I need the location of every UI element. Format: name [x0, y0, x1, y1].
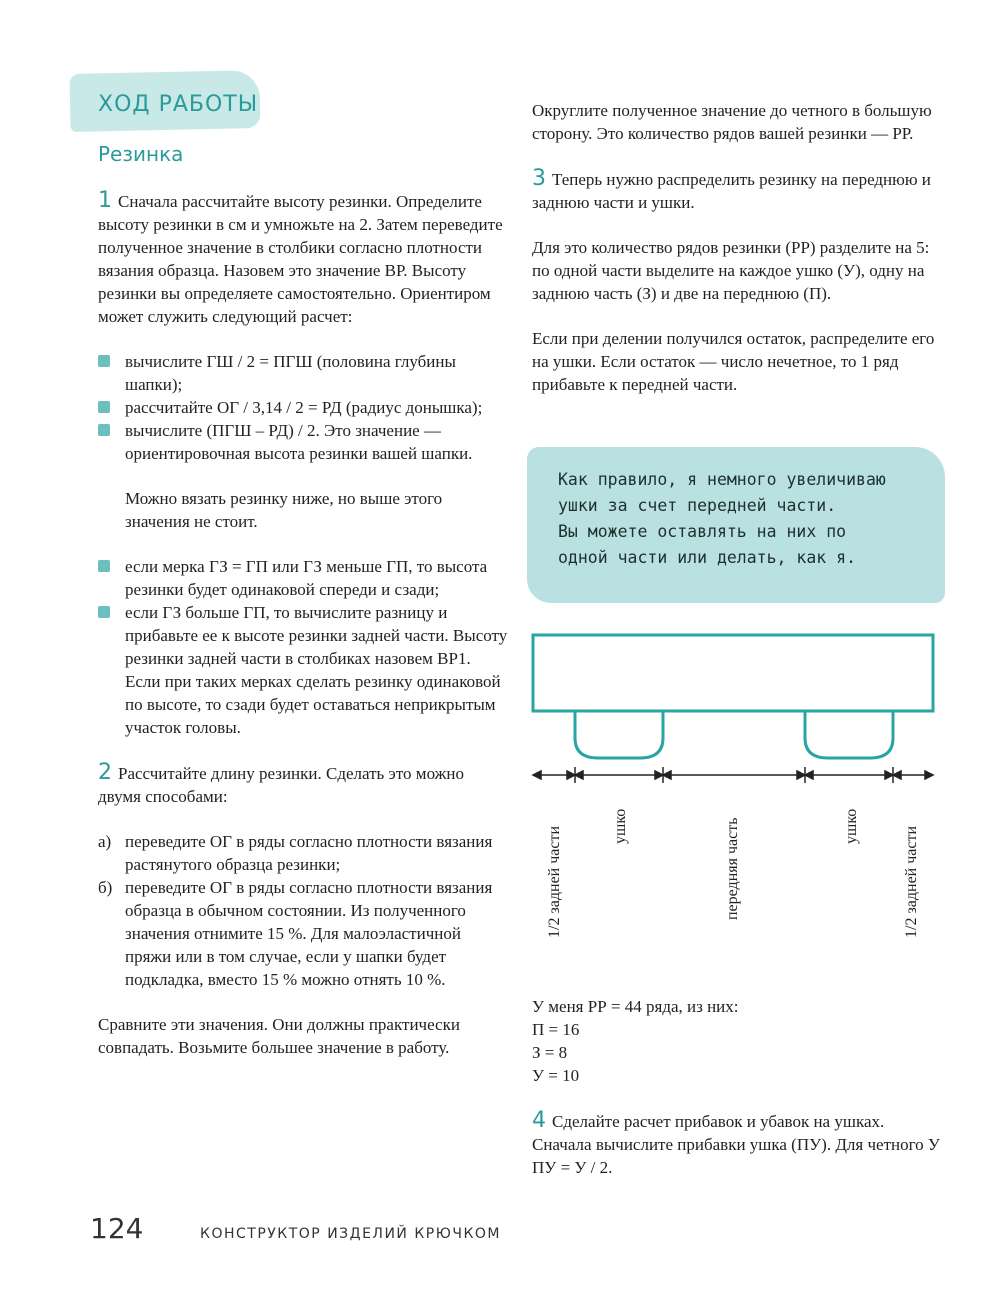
step2-number: 2: [98, 760, 112, 785]
bullet-icon: [98, 424, 110, 436]
step4-number: 4: [532, 1108, 546, 1133]
step3-text: Теперь нужно распределить резинку на переднюю и заднюю части и ушки.: [532, 170, 931, 212]
bullet-icon: [98, 355, 110, 367]
bullet-note: Можно вязать резинку ниже, но выше этого значения не стоит.: [125, 489, 443, 531]
subtitle: Резинка: [98, 142, 184, 166]
bullet-icon: [98, 560, 110, 572]
label-back-half-right: 1/2 задней части: [903, 825, 920, 938]
label-front-part: передняя часть: [724, 817, 741, 920]
division-paragraph: Для это количество рядов резинки (РР) разделите на 5: по одной части выделите на каждое ушко (У), одну на заднюю часть (З) и две на переднюю (П).: [532, 238, 930, 303]
left-column: [98, 189, 510, 1059]
list-item: а) переведите ОГ в ряды согласно плотности вязания растянутого образца резинки;: [98, 832, 493, 874]
step1-number: 1: [98, 188, 112, 213]
bullet-icon: [98, 401, 110, 413]
list-item: если мерка ГЗ = ГП или ГЗ меньше ГП, то высота резинки будет одинаковой спереди и сзади;: [98, 555, 510, 601]
step3-paragraph: [532, 167, 940, 214]
remainder-paragraph: Если при делении получился остаток, распределите его на ушки. Если остаток — число нечетное, то 1 ряд прибавьте к передней части.: [532, 329, 935, 394]
page-number: 124: [90, 1212, 144, 1245]
step1-paragraph: [98, 189, 510, 328]
label-ear-left: ушко: [612, 808, 629, 844]
list-item: рассчитайте ОГ / 3,14 / 2 = РД (радиус донышка);: [98, 396, 510, 419]
step4-paragraph: [532, 1109, 940, 1179]
example-value: З = 8: [532, 1043, 568, 1062]
step1-text: Сначала рассчитайте высоту резинки. Определите высоту резинки в см и умножьте на 2. Затем переведите полученное значение в столбики согласно плотности вязания образца. Назовем это значение ВР. Высоту резинки вы определяете самостоятельно. Ориентиром может служить следующий расчет:: [98, 192, 503, 326]
step2-text: Рассчитайте длину резинки. Сделать это можно двумя способами:: [98, 764, 464, 806]
ear-flap-right-shape: [805, 711, 893, 758]
ribbing-distribution-diagram: [528, 630, 940, 800]
step2-paragraph: [98, 761, 510, 808]
list-item: вычислите (ПГШ – РД) / 2. Это значение — ориентировочная высота резинки вашей шапки.: [98, 419, 510, 465]
section-title: ХОД РАБОТЫ: [98, 92, 259, 117]
step3-number: 3: [532, 166, 546, 191]
book-title: КОНСТРУКТОР ИЗДЕЛИЙ КРЮЧКОМ: [200, 1226, 501, 1242]
right-column-bottom: [532, 995, 940, 1179]
ribbing-band-shape: [533, 635, 933, 711]
bullet-icon: [98, 606, 110, 618]
example-value: У = 10: [532, 1066, 580, 1085]
compare-paragraph: Сравните эти значения. Они должны практически совпадать. Возьмите большее значение в работу.: [98, 1015, 460, 1057]
right-column-top: [532, 99, 940, 396]
list-item: вычислите ГШ / 2 = ПГШ (половина глубины шапки);: [98, 350, 510, 396]
bullet-list-2: [98, 555, 510, 739]
step4-text: Сделайте расчет прибавок и убавок на ушках. Сначала вычислите прибавки ушка (ПУ). Для четного У ПУ = У / 2.: [532, 1112, 940, 1177]
label-ear-right: ушко: [843, 808, 860, 844]
list-item: б) переведите ОГ в ряды согласно плотности вязания образца в обычном состоянии. Из полученного значения отнимите 15 %. Для малоэластичной пряжи или в том случае, если у шапки будет подкладка, вместо 15 % можно отнять 10 %.: [98, 878, 493, 989]
options-list: [98, 830, 510, 991]
example-intro: У меня РР = 44 ряда, из них:: [532, 997, 739, 1016]
list-item: если ГЗ больше ГП, то вычислите разницу и прибавьте ее к высоте резинки задней части. Высоту резинки задней части в столбиках назовем ВР1. Если при таких мерках сделать резинку одинаковой по высоте, то сзади будет оставаться неприкрытым участок головы.: [98, 601, 510, 739]
label-back-half-left: 1/2 задней части: [546, 825, 563, 938]
tip-note: Как правило, я немного увеличиваю ушки за счет передней части. Вы можете оставлять на них по одной части или делать, как я.: [558, 470, 886, 567]
round-paragraph: Округлите полученное значение до четного в большую сторону. Это количество рядов вашей резинки — РР.: [532, 101, 932, 143]
bullet-list-1: [98, 350, 510, 465]
ear-flap-left-shape: [575, 711, 663, 758]
example-value: П = 16: [532, 1020, 580, 1039]
